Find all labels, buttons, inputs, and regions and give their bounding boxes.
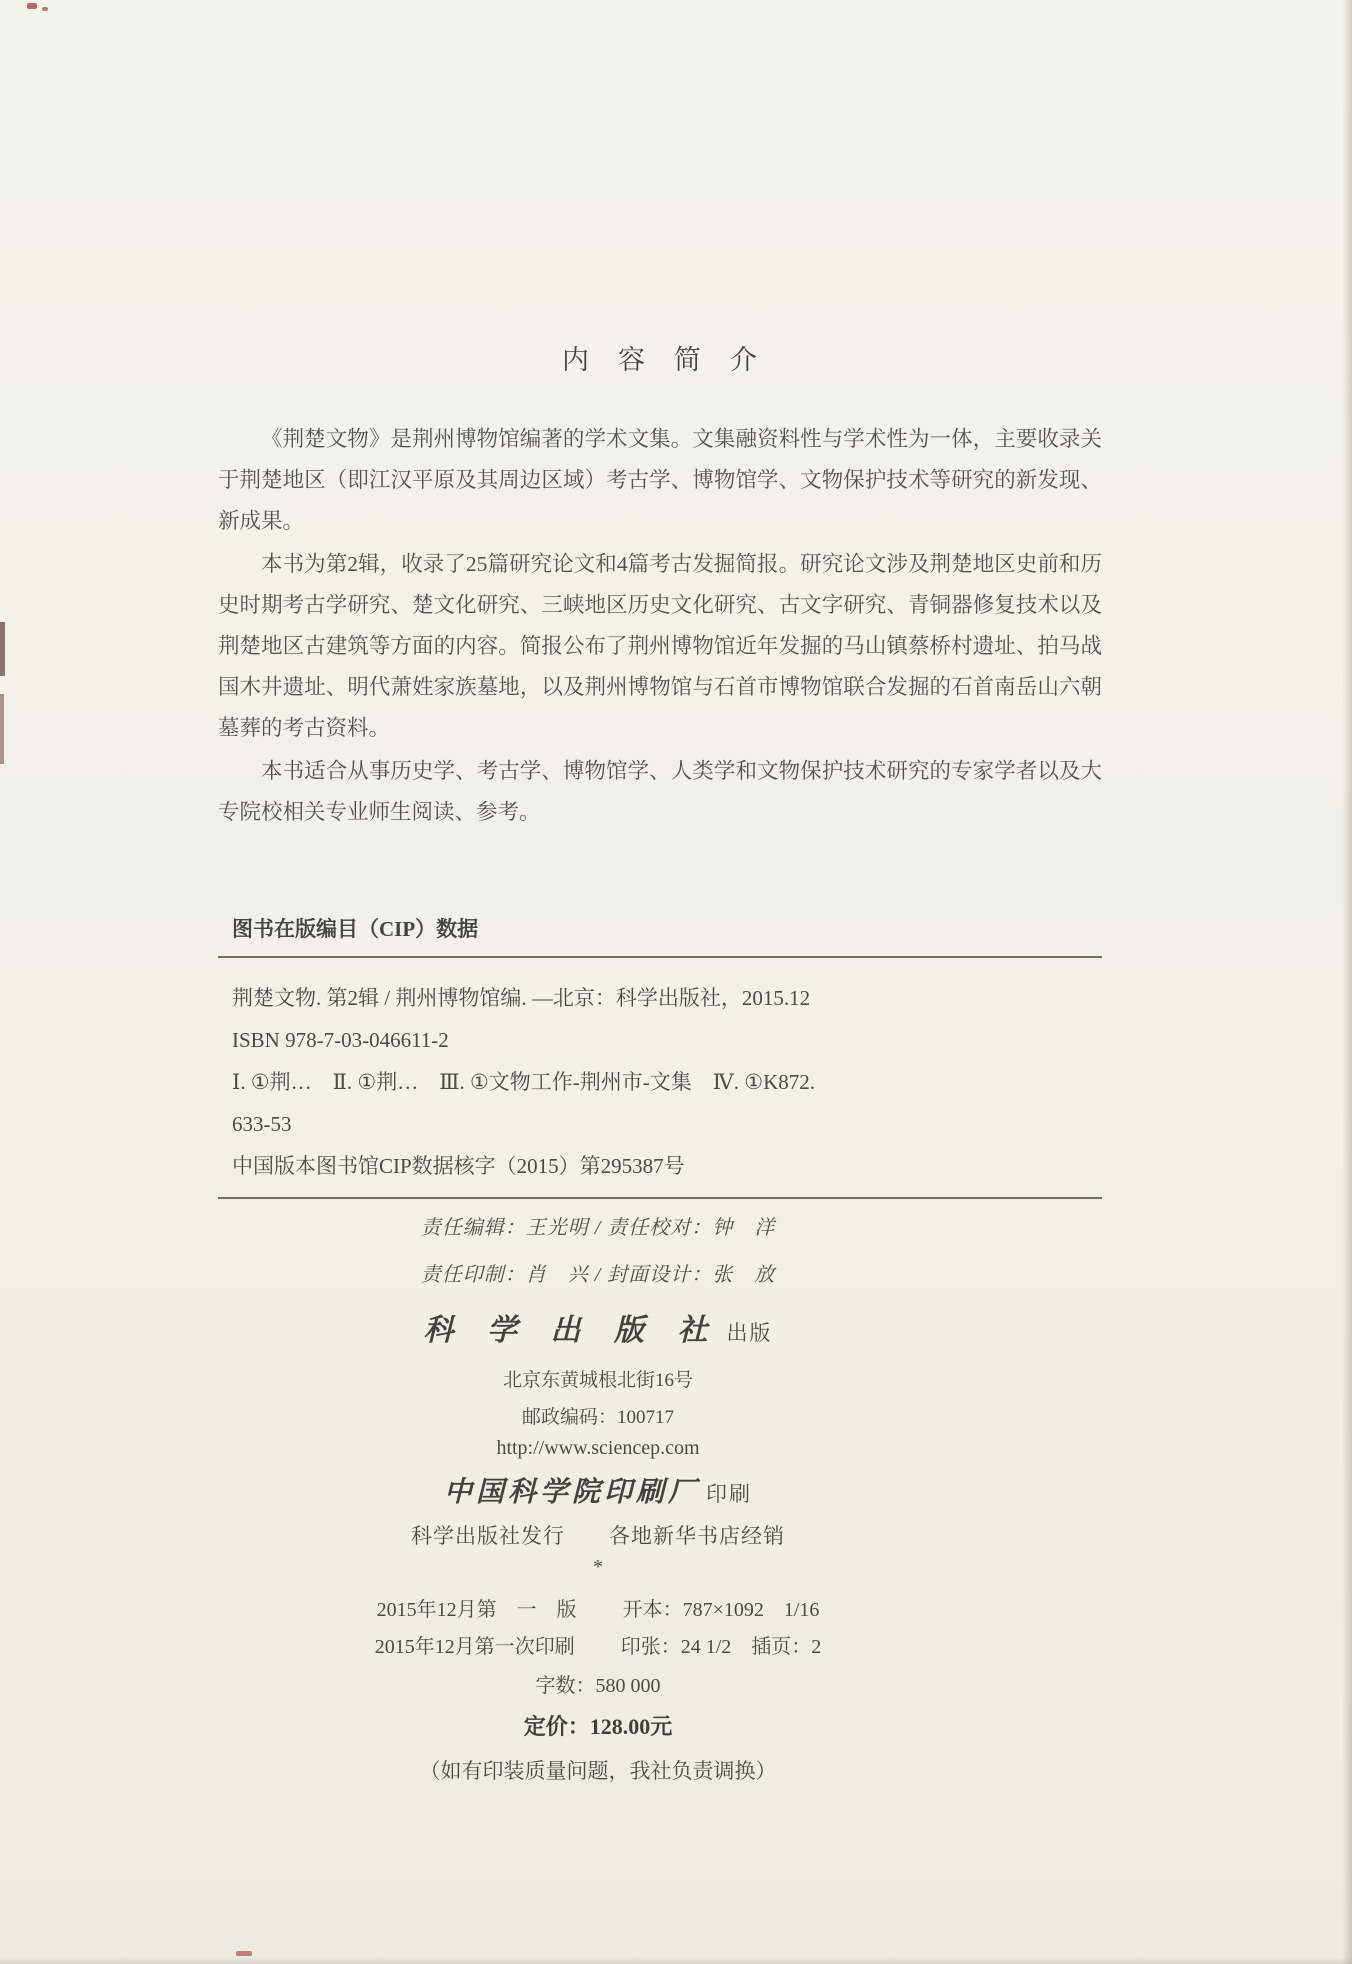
intro-paragraph-1: 《荆楚文物》是荆州博物馆编著的学术文集。文集融资料性与学术性为一体，主要收录关于荆楚地区（即江汉平原及其周边区域）考古学、博物馆学、文物保护技术等研究的新发现、新成果。 xyxy=(218,427,1102,533)
separator-asterisk: * xyxy=(593,1556,603,1578)
cip-classification-line: Ⅰ. ①荆… Ⅱ. ①荆… Ⅲ. ①文物工作-荆州市-文集 Ⅳ. ①K872. xyxy=(232,1070,816,1094)
publisher-website: http://www.sciencep.com xyxy=(496,1437,700,1459)
edition-format-row xyxy=(218,1593,978,1622)
printing-info: 2015年12月第一次印刷 xyxy=(374,1636,575,1658)
intro-paragraph-3: 本书适合从事历史学、考古学、博物馆学、人类学和文物保护技术研究的专家学者以及大专院校相关专业师生阅读、参考。 xyxy=(218,759,1102,824)
printing-sheets-row xyxy=(218,1630,978,1659)
content-introduction-section xyxy=(218,338,1102,835)
edition-info: 2015年12月第 一 版 xyxy=(376,1599,577,1621)
scan-artifact xyxy=(236,1951,252,1956)
word-count: 字数：580 000 xyxy=(535,1675,661,1697)
cip-header: 图书在版编目（CIP）数据 xyxy=(232,917,479,941)
scan-artifact xyxy=(0,622,5,676)
divider-line xyxy=(218,1197,1102,1199)
quality-note: （如有印装质量问题，我社负责调换） xyxy=(419,1759,777,1783)
printer-role-label: 印刷 xyxy=(706,1482,752,1506)
production-line: 责任印制：肖 兴 / 封面设计：张 放 xyxy=(420,1264,776,1286)
cip-isbn-line: ISBN 978-7-03-046611-2 xyxy=(232,1028,449,1052)
distribution-line: 科学出版社发行 各地新华书店经销 xyxy=(411,1524,785,1548)
printer-line xyxy=(218,1470,978,1510)
cip-record-number-line: 中国版本图书馆CIP数据核字（2015）第295387号 xyxy=(232,1154,685,1178)
publisher-line xyxy=(218,1305,978,1349)
section-title: 内 容 简 介 xyxy=(562,345,758,375)
cip-data-section xyxy=(218,913,1102,1199)
publisher-role-label: 出版 xyxy=(726,1321,773,1345)
page-edge-shadow xyxy=(1342,0,1352,1964)
price-line: 定价：128.00元 xyxy=(523,1714,673,1739)
cip-body xyxy=(218,958,1102,1197)
scan-artifact xyxy=(42,7,48,11)
scan-artifact xyxy=(0,694,4,764)
publisher-logotype: 科 学 出 版 社 xyxy=(423,1314,721,1347)
scan-artifact xyxy=(27,3,37,9)
intro-paragraph-2: 本书为第2辑，收录了25篇研究论文和4篇考古发掘简报。研究论文涉及荆楚地区史前和历史时期考古学研究、楚文化研究、三峡地区历史文化研究、古文字研究、青铜器修复技术以及荆楚地区古建筑等方面的内容。简报公布了荆州博物馆近年发掘的马山镇蔡桥村遗址、拍马战国木井遗址、明代萧姓家族墓地，以及荆州博物馆与石首市博物馆联合发掘的石首南岳山六朝墓葬的考古资料。 xyxy=(218,552,1102,740)
colophon-section xyxy=(218,1203,978,1785)
publisher-address: 北京东黄城根北街16号 xyxy=(502,1370,693,1391)
page-bottom-shadow xyxy=(0,1957,1352,1964)
printer-logotype: 中国科学院印刷厂 xyxy=(443,1477,700,1508)
sheets-info: 印张：24 1/2 插页：2 xyxy=(620,1636,822,1658)
postal-code: 邮政编码：100717 xyxy=(521,1407,674,1428)
format-info: 开本：787×1092 1/16 xyxy=(622,1599,820,1621)
cip-classification-line-2: 633-53 xyxy=(232,1112,292,1136)
cip-title-line: 荆楚文物. 第2辑 / 荆州博物馆编. —北京：科学出版社，2015.12 xyxy=(232,986,811,1010)
editors-line: 责任编辑：王光明 / 责任校对：钟 洋 xyxy=(420,1217,776,1239)
